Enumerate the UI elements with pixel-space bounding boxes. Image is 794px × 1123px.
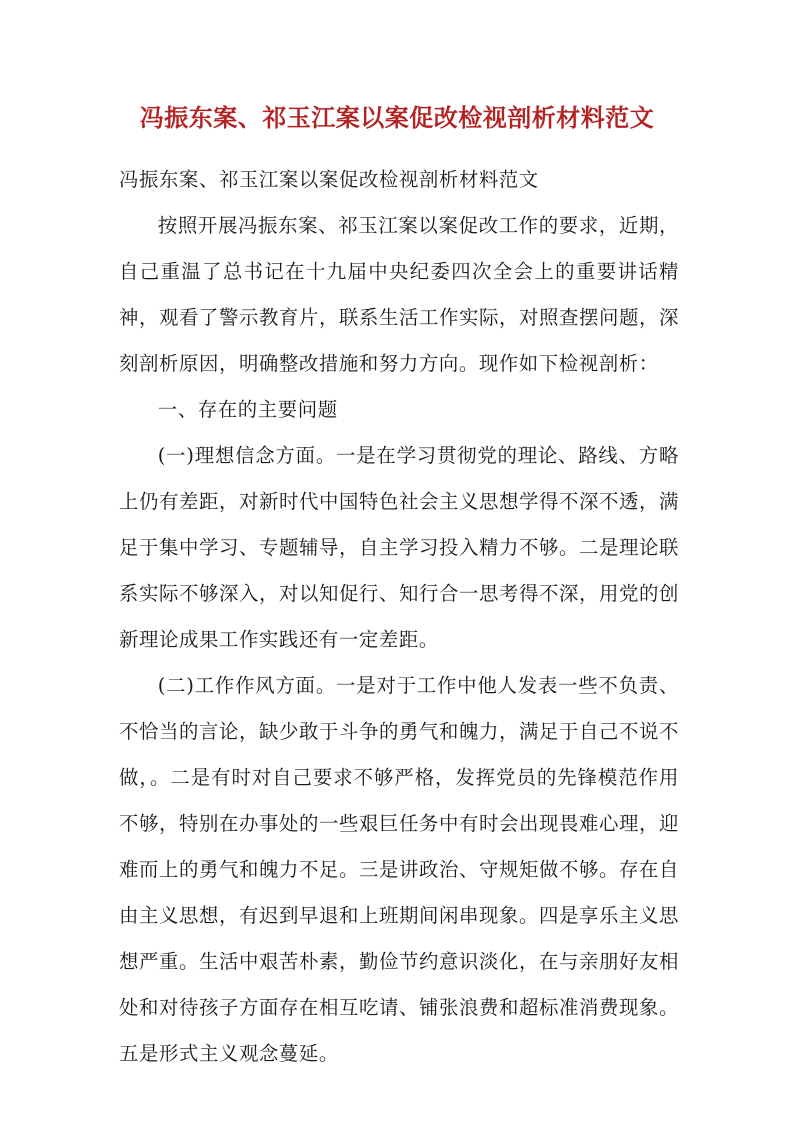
work-style-paragraph: (二)工作作风方面。一是对于工作中他人发表一些不负责、不恰当的言论，缺少敢于斗争的勇气和魄力，满足于自己不说不做，。二是有时对自己要求不够严格，发挥党员的先锋模范作用不够，特别在办事处的一些艰巨任务中有时会出现畏难心理，迎难而上的勇气和魄力不足。三是讲政治、守规矩做不够。存在自由主义思想，有迟到早退和上班期间闲串现象。四是享乐主义思想严重。生活中艰苦朴素，勤俭节约意识淡化，在与亲朋好友相处和对待孩子方面存在相互吃请、铺张浪费和超标准消费现象。五是形式主义观念蔓延。	[119, 674, 679, 1065]
subtitle-paragraph: 冯振东案、祁玉江案以案促改检视剖析材料范文	[119, 168, 539, 191]
ideals-paragraph: (一)理想信念方面。一是在学习贯彻党的理论、路线、方略上仍有差距，对新时代中国特色社会主义思想学得不深不透，满足于集中学习、专题辅导，自主学习投入精力不够。二是理论联系实际不够深入，对以知促行、知行合一思考得不深，用党的创新理论成果工作实践还有一定差距。	[119, 444, 679, 651]
document-body	[119, 157, 679, 1077]
document-title: 冯振东案、祁玉江案以案促改检视剖析材料范文	[139, 103, 655, 132]
section-heading: 一、存在的主要问题	[157, 398, 338, 421]
intro-paragraph: 按照开展冯振东案、祁玉江案以案促改工作的要求，近期，自己重温了总书记在十九届中央纪委四次全会上的重要讲话精神，观看了警示教育片，联系生活工作实际，对照查摆问题，深刻剖析原因，明确整改措施和努力方向。现作如下检视剖析：	[119, 214, 679, 375]
